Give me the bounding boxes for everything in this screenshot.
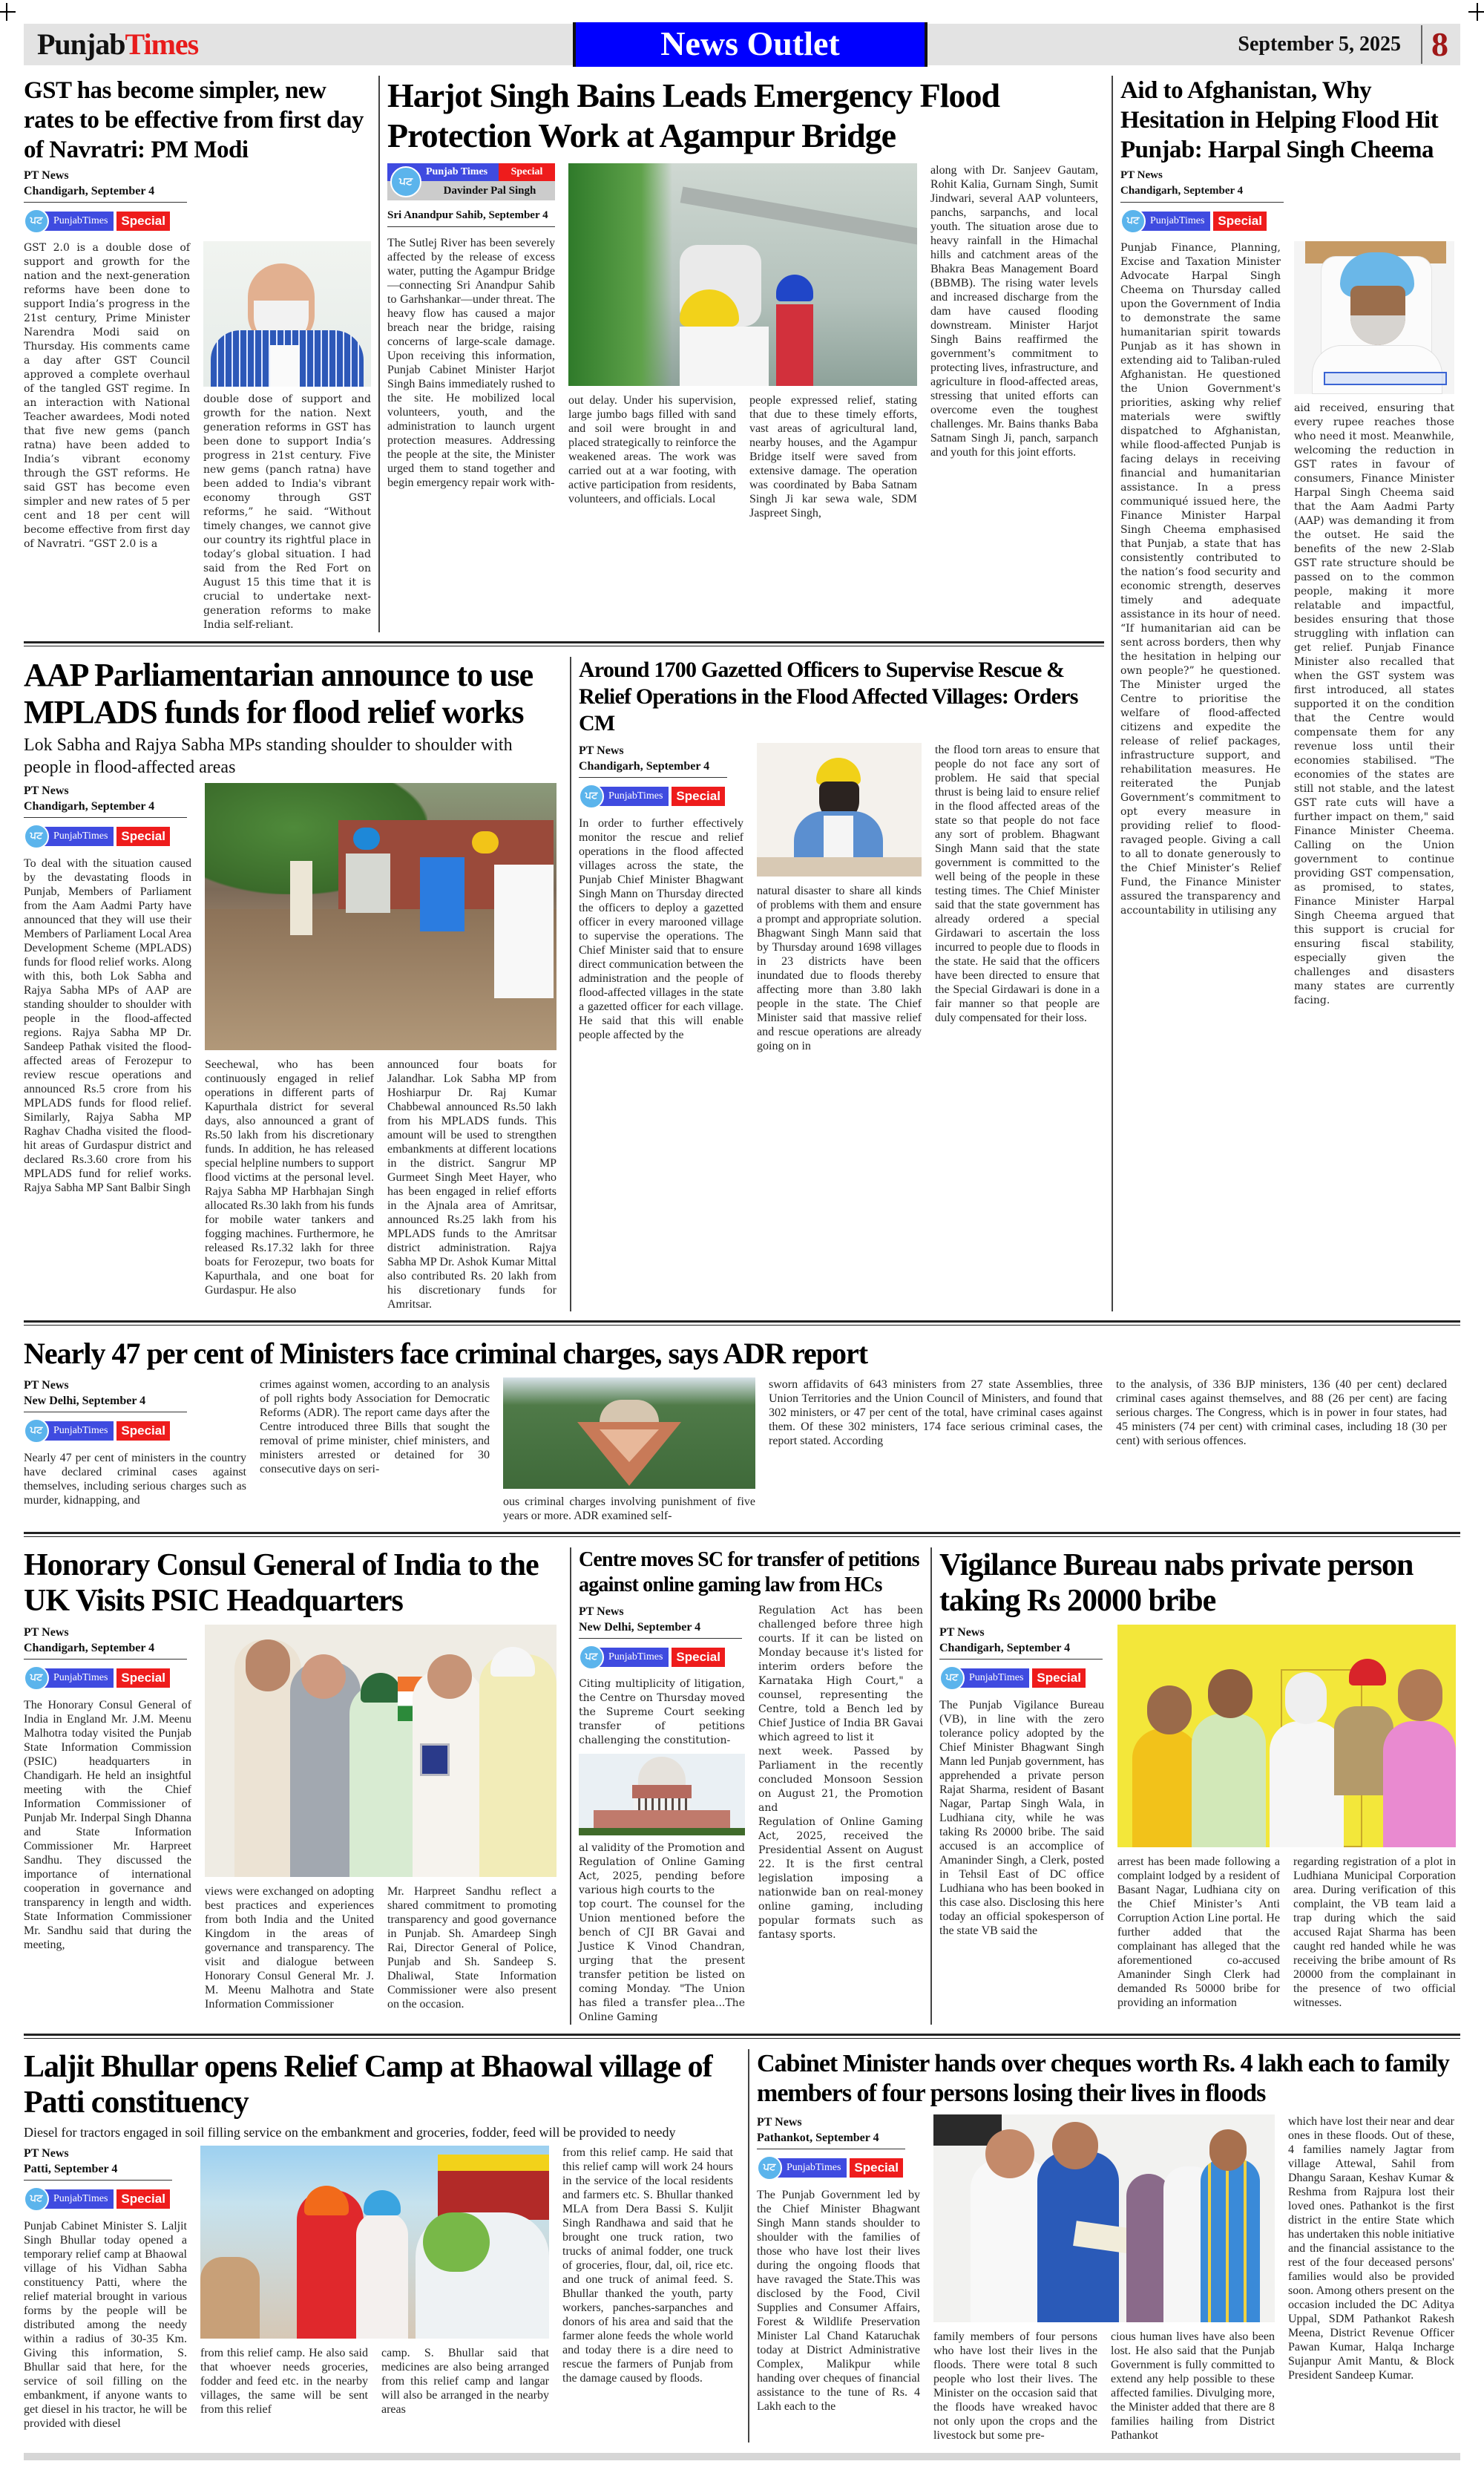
- article-consul: [24, 1547, 570, 2025]
- badge-special: Special: [672, 1648, 725, 1667]
- divider: [1120, 202, 1284, 203]
- special-badge: [24, 212, 371, 231]
- byline-source: PT News: [24, 784, 69, 797]
- headline[interactable]: Laljit Bhullar opens Relief Camp at Bhaowal village of Patti constituency: [24, 2050, 712, 2120]
- article-vigilance: [930, 1547, 1460, 2025]
- badge-brand: PunjabTimes: [1137, 212, 1210, 231]
- divider: [24, 1659, 187, 1660]
- dateline: Patti, September 4: [24, 2163, 118, 2175]
- photo-harpal-cheema: [1294, 241, 1454, 394]
- punjab-times-logo-icon: ਪਟ: [390, 166, 421, 197]
- punjab-times-logo-icon: ਪਟ: [24, 1418, 49, 1444]
- byline-source: PT News: [24, 169, 69, 182]
- punjab-times-logo-icon: ਪਟ: [24, 824, 49, 849]
- byline-source: PT News: [1120, 169, 1163, 181]
- photo-supreme-court: [579, 1754, 745, 1835]
- article-body-col3: Mr. Harpreet Sandhu reflect a shared commitment to promoting transparency and good governance in Punjab. Sh. Amardeep Singh Rai, Director General of Police, Punjab and Sh. Sandeep S. Dhaliwal, State Information Commissioner were also present on the occasion.: [387, 1885, 556, 2011]
- footer-bar: [24, 2453, 1460, 2460]
- article-body-col2: from this relief camp. He also said that whoever needs groceries, fodder and feed etc. in the nearby villages, the same will be sent from this relief: [200, 2347, 368, 2416]
- badge-special: Special: [116, 1668, 170, 1688]
- dateline: Chandigarh, September 4: [24, 800, 155, 813]
- photo-flood-visit: [205, 783, 556, 1050]
- article-body-col1: The Honorary Consul General of India in England Mr. J.M. Meenu Malhotra today visited the Punjab State Information Commission (PSIC) headquarters in Chandigarh. He held an insightful meeting with the Chief Information Commissioner of Punjab Mr. Inderpal Singh Dhanna and State Information Commissioner Mr. Harpreet Sandhu. They discussed the importance of international cooperation in governance and transparency in length and width. State Information Commissioner Mr. Sandhu said that during the meeting,: [24, 1699, 191, 1951]
- section-rule: [24, 2034, 1460, 2039]
- divider: [939, 1659, 1103, 1660]
- article-body-col1: Nearly 47 per cent of ministers in the country have declared criminal cases against themselves, including serious charges such as murder, kidnapping, and: [24, 1452, 246, 1507]
- photo-bhagwant-mann: [757, 743, 922, 877]
- punjab-times-logo-icon: ਪਟ: [579, 1645, 604, 1670]
- headline[interactable]: Honorary Consul General of India to the UK Visits PSIC Headquarters: [24, 1548, 539, 1618]
- special-badge: [939, 1668, 1104, 1688]
- punjab-times-logo-icon: ਪਟ: [579, 784, 604, 809]
- photo-cheque-handover: [933, 2114, 1275, 2322]
- left-block: [24, 76, 1112, 1311]
- article-gazetted: [570, 657, 1104, 1311]
- article-body-col1: The Punjab Vigilance Bureau (VB), in line with the zero tolerance policy adopted by the Chief Minister Bhagwant Singh Mann led Punjab government, has apprehended a private person Rajat Sharma, resident of Basant Nagar, Partap Singh Wala, in Ludhiana city, while he was taking Rs 20000 bribe. The said accused is an accomplice of Amaninder Singh, a Clerk, posted in Tehsil East of DC office Ludhiana who has been booked in this case also. Disclosing this here today an official spokesperson of the state VB said the: [939, 1699, 1104, 1937]
- brand-logo[interactable]: [37, 27, 198, 62]
- section-rule: [24, 1320, 1460, 1326]
- photo-parliament: [503, 1377, 755, 1489]
- row-2: [24, 657, 1104, 1311]
- subheadline: Lok Sabha and Rajya Sabha MPs standing shoulder to shoulder with people in flood-affected areas: [24, 735, 513, 777]
- crop-mark-left: [0, 3, 16, 21]
- dateline: Chandigarh, September 4: [24, 1642, 155, 1654]
- photo-relief-camp: [200, 2146, 549, 2339]
- author-badge: [387, 163, 555, 200]
- subheadline: Diesel for tractors engaged in soil filling service on the embankment and groceries, fodder, feed will be provided to needy: [24, 2125, 676, 2140]
- article-body-col4: from this relief camp. He said that this relief camp will work 24 hours in the service of the local residents and farmers etc. S. Bhullar thanked MLA from Dera Bassi S. Kuljit Singh Randhawa and said that he brought one truck ration, two trucks of animal fodder, one truck of groceries, flour, dal, oil, rice etc. and one truck of animal feed. S. Bhullar thanked the youth, party workers, panches-sarpanches and donors of his area and said that the farmer alone feeds the whole world and today there is a dire need to rescue the farmers of Punjab from the damage caused by floods.: [562, 2146, 733, 2385]
- badge-brand: PunjabTimes: [40, 212, 114, 231]
- headline[interactable]: Aid to Afghanistan, Why Hesitation in Helping Flood Hit Punjab: Harpal Singh Cheema: [1120, 77, 1439, 163]
- article-body-col1: In order to further effectively monitor the rescue and relief operations in the flood affected villages across the state, the Punjab Chief Minister Bhagwant Singh Mann on Thursday directed the officers to deploy a gazetted officer in every marooned village to supervise the operations. The Chief Minister said that to ensure direct communication between the administration and the people of flood-affected villages in the state a gazetted officer for each village. He said that this will enable people affected by the: [579, 817, 743, 1041]
- divider: [24, 2180, 172, 2181]
- badge-brand: PunjabTimes: [595, 1648, 669, 1667]
- photo-flood-bridge: [568, 163, 917, 386]
- article-body-col3: regarding registration of a plot in Ludhiana Municipal Corporation area. During verification of this complaint, the VB team laid a trap during which the said accused Rajat Sharma has been caught red handed while he was receiving the bribe amount of Rs 20000 from the complainant in the presence of two official witnesses.: [1293, 1855, 1456, 2009]
- divider: [24, 202, 187, 203]
- author-name: Davinder Pal Singh: [443, 185, 536, 197]
- article-body-col1: The Punjab Government led by the Chief Minister Bhagwant Singh Mann stands shoulder to shoulder with the families of those who have lost their lives during the ongoing floods that have ravaged the State.This was disclosed by the Food, Civil Supplies and Consumer Affairs, Forest & Wildlife Preservation Minister Lal Chand Kataruchak today at District Administrative Complex, Malikpur while handing over cheques of financial assistance to the tune of Rs. 4 Lakh each to the: [757, 2189, 920, 2413]
- article-body-col2: aid received, ensuring that every rupee reaches those who need it most. Meanwhile, welcoming the reduction in GST rates in favour of consumers, Finance Minister Harpal Singh Cheema said that the Aam Aadmi Party (AAP) was demanding it from the outset. He said the benefits of the new 2-Slab GST rate structure should be passed on to the common people, making it more relatable and impactful, besides ensuring that those struggling with inflation can get relief. Punjab Finance Minister also recalled that when the GST system was first introduced, all states supported it on the condition that the Centre would compensate them for any revenue loss until their economies stabilised. "The economies of the states are still not stable, and the latest GST rate cuts will have a further impact on them," said Finance Minister Cheema. Calling on the Union government to continue providing GST compensation, as promised, to states, Finance Minister Harpal Singh Cheema argued that this support is crucial for ensuring fiscal stability, especially given the challenges and disasters many states are currently facing.: [1294, 402, 1454, 1006]
- row-1: [24, 76, 1104, 632]
- article-body-col3: camp. S. Bhullar said that medicines are also being arranged from this relief camp and langar will also be arranged in the nearby areas: [381, 2347, 549, 2416]
- divider: [24, 817, 187, 818]
- article-body-col4: [930, 163, 1098, 459]
- article-body-col5: to the analysis, of 336 BJP ministers, 136 (40 per cent) declared criminal cases against themselves, and 88 (26 per cent) are facing serious charges. The Congress, which is in power in four states, had 45 ministers (74 per cent) with criminal cases, including 18 (30 per cent) with serious offences.: [1116, 1378, 1447, 1447]
- section-rule: [24, 1532, 1460, 1537]
- section-title: News Outlet: [573, 22, 928, 67]
- special-badge: [757, 2158, 920, 2178]
- byline-source: PT News: [939, 1626, 985, 1639]
- badge-special: Special: [850, 2158, 903, 2178]
- article-body-col1a: Citing multiplicity of litigation, the Centre on Thursday moved the Supreme Court seeking transfer of petitions challenging the constitution-: [579, 1678, 745, 1746]
- article-body-col2c: Regulation of Online Gaming Act, 2025, received the Presidential Assent on August 22. It is the first central legislation imposing a nationwide ban on real-money online gaming, including popular formats such as fantasy sports.: [758, 1816, 923, 1941]
- article-body-col2: double dose of support and growth for the nation. Next generation reforms in GST has been done to support India’s progress in 21st century. Five new gems (panch ratna) have been added to India's vibrant economy through GST reforms,” he said. “Without timely changes, we cannot give our country its rightful place in today’s global situation. I had said from the Red Fort on August 15 this time that it is crucial to undertake next-generation reforms to make India self-reliant.: [203, 393, 371, 631]
- punjab-times-logo-icon: ਪਟ: [757, 2155, 782, 2181]
- byline-source: PT News: [24, 2147, 69, 2160]
- badge-special: Special: [499, 163, 555, 181]
- article-body-col2: natural disaster to share all kinds of problems with them and ensure a prompt and appropriate solution. Bhagwant Singh Mann said that by Thursday around 1698 villages in 23 districts have been inundated due to floods thereby affecting more than 3.80 lakh people in the state. The Chief Minister said that massive relief and rescue operations are already going on in: [757, 885, 922, 1052]
- special-badge: [24, 1421, 246, 1441]
- badge-special: Special: [116, 827, 170, 846]
- byline-source: PT News: [24, 1626, 69, 1639]
- dateline: Chandigarh, September 4: [939, 1642, 1071, 1654]
- article-harjot: [378, 76, 1104, 632]
- page-number: 8: [1421, 25, 1448, 64]
- dateline: Sri Anandpur Sahib, September 4: [387, 209, 548, 221]
- brand-part2: Times: [125, 27, 199, 61]
- row-3: [24, 1547, 1460, 2025]
- punjab-times-logo-icon: ਪਟ: [939, 1665, 965, 1691]
- article-body-col4: sworn affidavits of 643 ministers from 27 state Assemblies, three Union Territories and the Union Council of Ministers, and found that 302 ministers, or 47 per cent of the total, have criminal cases against them. Of these 302 ministers, 174 face serious criminal cases, the report stated. According: [769, 1378, 1103, 1447]
- special-badge: [1120, 212, 1460, 231]
- badge-brand: PunjabTimes: [956, 1668, 1029, 1688]
- headline[interactable]: Harjot Singh Bains Leads Emergency Flood Protection Work at Agampur Bridge: [387, 76, 1000, 154]
- badge-special: Special: [116, 212, 170, 231]
- special-badge: [24, 827, 191, 846]
- issue-date: September 5, 2025: [1238, 33, 1401, 56]
- badge-special: Special: [1213, 212, 1267, 231]
- badge-special: Special: [672, 787, 725, 806]
- article-body-col2: views were exchanged on adopting best practices and experiences from both India and the United Kingdom in the areas of governance and transparency. The visit and dialogue between Honorary Consul General Mr. J. M. Meenu Malhotra and State Information Commissioner: [205, 1885, 374, 2011]
- article-mplads: [24, 657, 570, 1311]
- divider: [387, 226, 555, 227]
- article-body-col2a: Regulation Act has been challenged before three high courts. If it can be listed on Monday because it's listed for interim orders before the Karnataka High Court," a counsel, representing the Centre, told a Bench led by Chief Justice of India BR Gavai which agreed to list it: [758, 1605, 923, 1743]
- headline[interactable]: Vigilance Bureau nabs private person taking Rs 20000 bribe: [939, 1548, 1414, 1618]
- photo-consul-visit: [205, 1625, 556, 1877]
- headline[interactable]: Centre moves SC for transfer of petitions against online gaming law from HCs: [579, 1548, 919, 1596]
- article-body-col2: arrest has been made following a complaint lodged by a resident of Basant Nagar, Ludhiana city on the Chief Minister’s Anti Corruption Action Line portal. He further added that the complainant has alleged that the aforementioned co-accused Amaninder Singh Clerk had demanded Rs 50000 bribe for providing an information: [1117, 1855, 1280, 2009]
- article-body-col4: which have lost their near and dear ones in these floods. Out of these, 4 families namely Jagtar from village Attewal, Sahil from Dhangu Saraan, Keshav Kumar & Reshma from Rajpura lost their loved ones. Pathankot is the first district in the entire State which has undertaken this noble initiative and the financial assistance to the rest of the four deceased persons' families would also be provided soon. Among others present on the occasion included the DC Aditya Uppal, SDM Pathankot Rakesh Meena, District Revenue Officer Pawan Kumar, Halqa Incharge Sujanpur Amit Mantu, & Block President Sandeep Kumar.: [1288, 2115, 1454, 2382]
- article-body-col1c: top court. The counsel for the Union mentioned before the bench of CJI BR Gavai and Justice K Vinod Chandran, urging that the present transfer petition be listed on coming Monday. "The Union has filed a transfer plea...The Online Gaming: [579, 1898, 745, 2023]
- article-body-col2: crimes against women, according to an analysis of poll rights body Association for Democratic Reforms (ADR). The report came days after the Centre introduced three Bills that sought the removal of prime minister, chief ministers, and ministers arrested or detained for 30 consecutive days on seri-: [260, 1378, 490, 1475]
- article-body-col1: GST 2.0 is a double dose of support and growth for the nation and the next-generation reforms have been done to support India’s progress in the 21st century, Prime Minister Narendra Modi said on Thursday. His comments came a day after GST Council approved a complete overhaul of the tangled GST regime. In an interaction with National Teacher awardees, Modi noted that five new gems (panch ratna) have been added to India’s vibrant economy through the GST reforms. He said GST has become even simpler and new rates of 5 per cent and 18 per cent will become effective from first day of Navratri. “GST 2.0 is a: [24, 242, 190, 550]
- article-body-col1: The Sutlej River has been severely affected by the release of excess water, putting the Agampur Bridge—connecting Sri Anandpur Sahib to Garhshankar—under threat. The heavy flow has caused a major breach near the bridge, raising concerns of large-scale damage. Upon receiving this information, Punjab Cabinet Minister Harjot Singh Bains immediately rushed to the site. He mobilized local volunteers, youth, and the administration to launch urgent protection measures. Addressing the people at the site, the Minister urged them to stand together and begin emergency repair work with-: [387, 237, 555, 489]
- badge-brand: PunjabTimes: [595, 787, 669, 806]
- headline[interactable]: Around 1700 Gazetted Officers to Supervise Rescue & Relief Operations in the Flood Affected Villages: Orders CM: [579, 658, 1078, 735]
- headline[interactable]: Nearly 47 per cent of Ministers face criminal charges, says ADR report: [24, 1337, 868, 1370]
- punjab-times-logo-icon: ਪਟ: [24, 209, 49, 234]
- article-body-col1b: al validity of the Promotion and Regulation of Online Gaming Act, 2025, pending before various high courts to the: [579, 1842, 745, 1896]
- article-adr: [24, 1336, 1460, 1523]
- badge-brand: PunjabTimes: [40, 1668, 114, 1688]
- dateline: Pathankot, September 4: [757, 2132, 879, 2144]
- masthead: [24, 24, 1460, 65]
- crop-mark-right: [1468, 3, 1484, 21]
- article-body-col3: cious human lives have also been lost. He also said that the Punjab Government is fully committed to extend any help possible to these affected families. Divulging more, the Minister added that there are 8 families hailing from District Pathankot: [1111, 2330, 1275, 2442]
- special-badge: [24, 2189, 187, 2209]
- article-body-col3: the flood torn areas to ensure that people do not face any sort of problem. He said that special thrust is being laid to ensure relief in the flood affected areas of the state so that people do not face any sort of problem. Bhagwant Singh Mann said that the state government is committed to the well being of the people in these testing times. The Chief Minister said that the state government has already ordered a special Girdawari to ascertain the loss incurred to people due to floods in the state. He said that the officers have been directed to ensure that the Special Girdawari is done in a fair manner so that people are duly compensated for their loss.: [935, 744, 1100, 1024]
- section-rule: [24, 641, 1104, 646]
- article-gaming: [570, 1547, 930, 2025]
- article-body-col3: announced four boats for Jalandhar. Lok Sabha MP from Hoshiarpur Dr. Raj Kumar Chabbewal announced Rs.50 lakh from his MPLADS funds. This amount will be used to strengthen embankments at different locations in the district. Sangrur MP Gurmeet Singh Meet Hayer, who has been engaged in relief efforts in the Ajnala area of Amritsar, announced Rs.25 lakh from his MPLADS funds to the Amritsar district administration. Rajya Sabha MP Dr. Ashok Kumar Mittal also contributed Rs. 20 lakh from his discretionary funds for Amritsar.: [387, 1058, 556, 1311]
- dateline: Chandigarh, September 4: [1120, 185, 1244, 197]
- article-cheques: [748, 2049, 1460, 2443]
- article-body-col2: out delay. Under his supervision, large jumbo bags filled with sand and soil were brought in and placed strategically to reinforce the weakened areas. The work was carried out at a war footing, with active participation from residents, volunteers, and officials. Local: [568, 394, 736, 505]
- badge-special: Special: [116, 2189, 170, 2209]
- badge-special: Special: [116, 1421, 170, 1441]
- dateline: New Delhi, September 4: [579, 1621, 701, 1634]
- badge-brand: Punjab Times: [387, 163, 499, 181]
- special-badge: [579, 787, 743, 806]
- headline[interactable]: AAP Parliamentarian announce to use MPLADS funds for flood relief works: [24, 657, 533, 730]
- badge-brand: PunjabTimes: [773, 2158, 847, 2178]
- row-top: [24, 76, 1460, 1311]
- row-4: [24, 2049, 1460, 2443]
- badge-brand: PunjabTimes: [40, 1421, 114, 1441]
- headline[interactable]: GST has become simpler, new rates to be effective from first day of Navratri: PM Modi: [24, 77, 364, 163]
- badge-brand: PunjabTimes: [40, 2189, 114, 2209]
- article-body-col1: Punjab Cabinet Minister S. Laljit Singh Bhullar today opened a temporary relief camp at Bhaowal village of his Vidhan Sabha constituency Patti, where the relief material brought in various forms by the people will be distributed among the needy within a radius of 30-35 Km. Giving this information, S. Bhullar said that here, for the service of soil filling on the embankment, if anyone wants to get diesel in his tractor, he will be provided with diesel: [24, 2220, 187, 2430]
- byline-source: PT News: [579, 1605, 624, 1618]
- article-body-col3: people expressed relief, stating that due to these timely efforts, vast areas of agricultural land, nearby houses, and the Agampur Bridge itself were saved from extensive damage. The operation was coordinated by Baba Satnam Singh Ji kar sewa wale, SDM Jaspreet Singh,: [749, 394, 917, 520]
- punjab-times-logo-icon: ਪਟ: [1120, 209, 1146, 234]
- article-bhullar: [24, 2049, 748, 2443]
- punjab-times-logo-icon: ਪਟ: [24, 1665, 49, 1691]
- byline-source: PT News: [757, 2116, 802, 2129]
- article-body-col2b: next week. Passed by Parliament in the recently concluded Monsoon Session on August 21, the Promotion and: [758, 1746, 923, 1814]
- dateline: Chandigarh, September 4: [579, 760, 710, 773]
- divider: [579, 1638, 742, 1639]
- article-body-col4-text: along with Dr. Sanjeev Gautam, Rohit Kalia, Gurnam Singh, Sumit Jindwari, several AAP volunteers, panchs, sarpanchs, and local youth. The situation arose due to heavy rainfall in the Himachal hills and catchment areas of the Bhakra Beas Management Board (BBMB). The rising water levels and increased discharge from the dam have caused flooding downstream. Minister Harjot Singh Bains reaffirmed the government’s commitment to protecting lives, infrastructure, and agriculture in flood-affected areas, stressing that united efforts can overcome even the toughest challenges. Mr. Bains thanks Baba Satnam Singh Ji, panch, sarpanch and youth for this joint efforts.: [930, 164, 1098, 459]
- brand-part1: Punjab: [37, 27, 125, 61]
- badge-special: Special: [1032, 1668, 1086, 1688]
- punjab-times-logo-icon: ਪਟ: [24, 2186, 49, 2212]
- special-badge: [24, 1668, 191, 1688]
- article-cheema: [1112, 76, 1460, 1311]
- photo-pm-modi: [203, 241, 371, 387]
- dateline: New Delhi, September 4: [24, 1395, 146, 1407]
- article-body-col3: ous criminal charges involving punishment of five years or more. ADR examined self-: [503, 1495, 755, 1522]
- special-badge: [579, 1648, 745, 1667]
- dateline: Chandigarh, September 4: [24, 185, 155, 197]
- byline-source: PT News: [579, 744, 624, 757]
- divider: [579, 777, 727, 778]
- headline[interactable]: Cabinet Minister hands over cheques worth Rs. 4 lakh each to family members of four persons losing their lives in floods: [757, 2050, 1449, 2107]
- article-body-col1: Punjab Finance, Planning, Excise and Taxation Minister Advocate Harpal Singh Cheema on Thursday called upon the Government of India to demonstrate the same humanitarian spirit towards Punjab as it has shown in extending aid to Taliban-ruled Afghanistan. He questioned the Union Government's priorities, asking why relief materials were swiftly dispatched to Afghanistan, while flood-affected Punjab is facing delays in receiving financial and humanitarian assistance. In a press communiqué issued here, the Finance Minister Harpal Singh Cheema emphasised that Punjab, a state that has consistently contributed to the nation’s food security and economic strength, deserves timely and adequate assistance in its hour of need. “If humanitarian aid can be sent across borders, then why the hesitation in helping our own people?” he questioned. The Minister urged the Centre to prioritise the welfare of flood-affected citizens and expedite the release of relief packages, infrastructure support, and rehabilitation measures. He reiterated the Punjab Government’s commitment to opt every measure in providing relief to flood-ravaged people. Giving a call to all to donate generously to the Chief Minister’s Relief Fund, the Finance Minister assured the transparency and accountability in utilising any: [1120, 242, 1281, 917]
- article-body-col1: To deal with the situation caused by the devastating floods in Punjab, Members of Parliament from the Aam Aadmi Party have announced that they will use their Members of Parliament Local Area Development Scheme (MPLADS) funds for flood relief works. Along with this, both Lok Sabha and Rajya Sabha MPs of AAP are standing shoulder to shoulder with people in the flood-affected regions. Rajya Sabha MP Dr. Sandeep Pathak visited the flood-affected areas of Ferozepur to review rescue operations and announced Rs.5 crore from his MPLADS funds for flood relief. Similarly, Rajya Sabha MP Raghav Chadha visited the flood-hit areas of Gurdaspur district and declared Rs.3.60 crore from his MPLADS fund for relief works. Rajya Sabha MP Sant Balbir Singh: [24, 857, 191, 1194]
- photo-vigilance-arrest: [1117, 1625, 1456, 1847]
- article-body-col2: Seechewal, who has been continuously engaged in relief operations in different parts of Kapurthala district for several days, also announced a grant of Rs.50 lakh from his discretionary funds. In addition, he has released special helpline numbers to support flood victims at the personal level. Rajya Sabha MP Harbhajan Singh allocated Rs.30 lakh from his funds for mobile water tankers and fogging machines. Furthermore, he released Rs.17.32 lakh for three boats for Ferozepur, two boats for Kapurthala, and one boat for Gurdaspur. He also: [205, 1058, 374, 1297]
- article-gst: [24, 76, 378, 632]
- byline-source: PT News: [24, 1379, 69, 1392]
- badge-brand: PunjabTimes: [40, 827, 114, 846]
- article-body-col2: family members of four persons who have lost their lives in the floods. There were total 8 such people who lost their lives. The Minister on the occasion said that the floods have wreaked havoc not only upon the crops and the livestock but some pre-: [933, 2330, 1097, 2442]
